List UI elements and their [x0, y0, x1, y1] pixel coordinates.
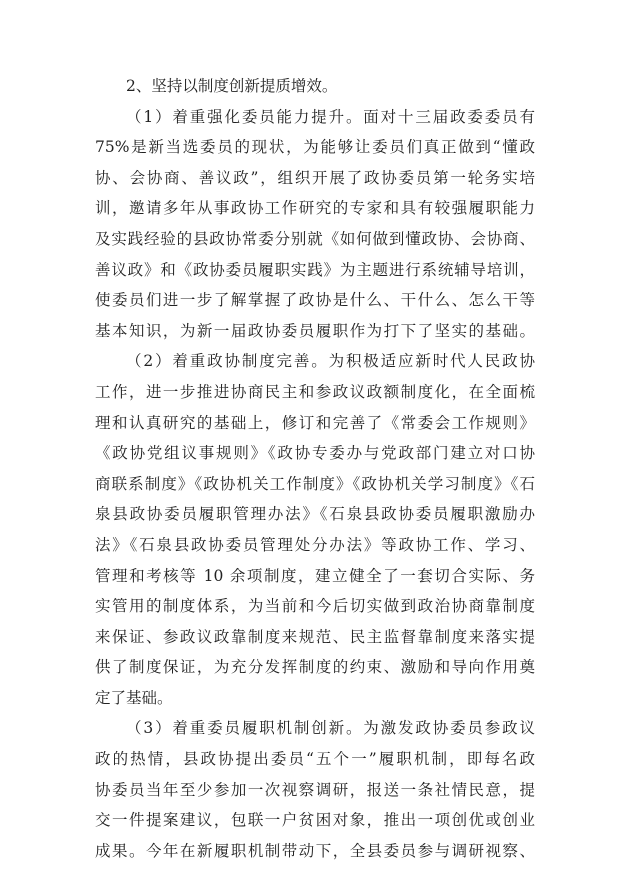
paragraph-1-line: 协、会协商、善议政”，组织开展了政协委员第一轮务实培 — [95, 168, 535, 187]
paragraph-2-line: 商联系制度》《政协机关工作制度》《政协机关学习制度》《石 — [95, 474, 535, 493]
paragraph-1-line: 使委员们进一步了解掌握了政协是什么、干什么、怎么干等 — [95, 291, 535, 310]
paragraph-2-line: 来保证、参政议政靠制度来规范、民主监督靠制度来落实提 — [95, 627, 535, 646]
paragraph-1-line: 训，邀请多年从事政协工作研究的专家和具有较强履职能力 — [95, 199, 535, 218]
paragraph-2-line: 工作，进一步推进协商民主和参政议政额制度化，在全面梳 — [95, 382, 535, 401]
paragraph-1-line: 及实践经验的县政协常委分别就《如何做到懂政协、会协商、 — [95, 229, 535, 248]
paragraph-1-line: （1）着重强化委员能力提升。面对十三届政委委员有 — [126, 107, 535, 126]
paragraph-3-line: 成果。今年在新履职机制带动下，全县委员参与调研视察、 — [95, 841, 535, 860]
paragraph-1-line: 善议政》和《政协委员履职实践》为主题进行系统辅导培训， — [95, 260, 535, 279]
paragraph-2-line: 泉县政协委员履职管理办法》《石泉县政协委员履职激励办 — [95, 505, 535, 524]
paragraph-3-line: （3）着重委员履职机制创新。为激发政协委员参政议 — [126, 719, 535, 738]
paragraph-2-line: 定了基础。 — [95, 688, 173, 707]
paragraph-2-line: （2）着重政协制度完善。为积极适应新时代人民政协 — [126, 352, 535, 371]
paragraph-2-line: 理和认真研究的基础上，修订和完善了《常委会工作规则》 — [95, 413, 535, 432]
document-body — [95, 71, 535, 866]
paragraph-2-line: 法》《石泉县政协委员管理处分办法》等政协工作、学习、 — [95, 535, 535, 554]
paragraph-2-line: 管理和考核等 10 余项制度，建立健全了一套切合实际、务 — [95, 566, 535, 585]
paragraph-1-line: 基本知识，为新一届政协委员履职作为打下了坚实的基础。 — [95, 321, 535, 340]
paragraph-3-line: 协委员当年至少参加一次视察调研，报送一条社情民意，提 — [95, 780, 535, 799]
section-heading: 2、坚持以制度创新提质增效。 — [126, 77, 338, 95]
paragraph-3-line: 交一件提案建议，包联一户贫困对象，推出一项创优或创业 — [95, 811, 535, 830]
paragraph-2-line: 《政协党组议事规则》《政协专委办与党政部门建立对口协 — [95, 444, 535, 463]
paragraph-1-line: 75%是新当选委员的现状，为能够让委员们真正做到“懂政 — [95, 138, 535, 157]
paragraph-2-line: 供了制度保证，为充分发挥制度的约束、激励和导向作用奠 — [95, 658, 535, 677]
paragraph-2-line: 实管用的制度体系，为当前和今后切实做到政治协商靠制度 — [95, 597, 535, 616]
paragraph-3-line: 政的热情，县政协提出委员“五个一”履职机制，即每名政 — [95, 750, 535, 769]
